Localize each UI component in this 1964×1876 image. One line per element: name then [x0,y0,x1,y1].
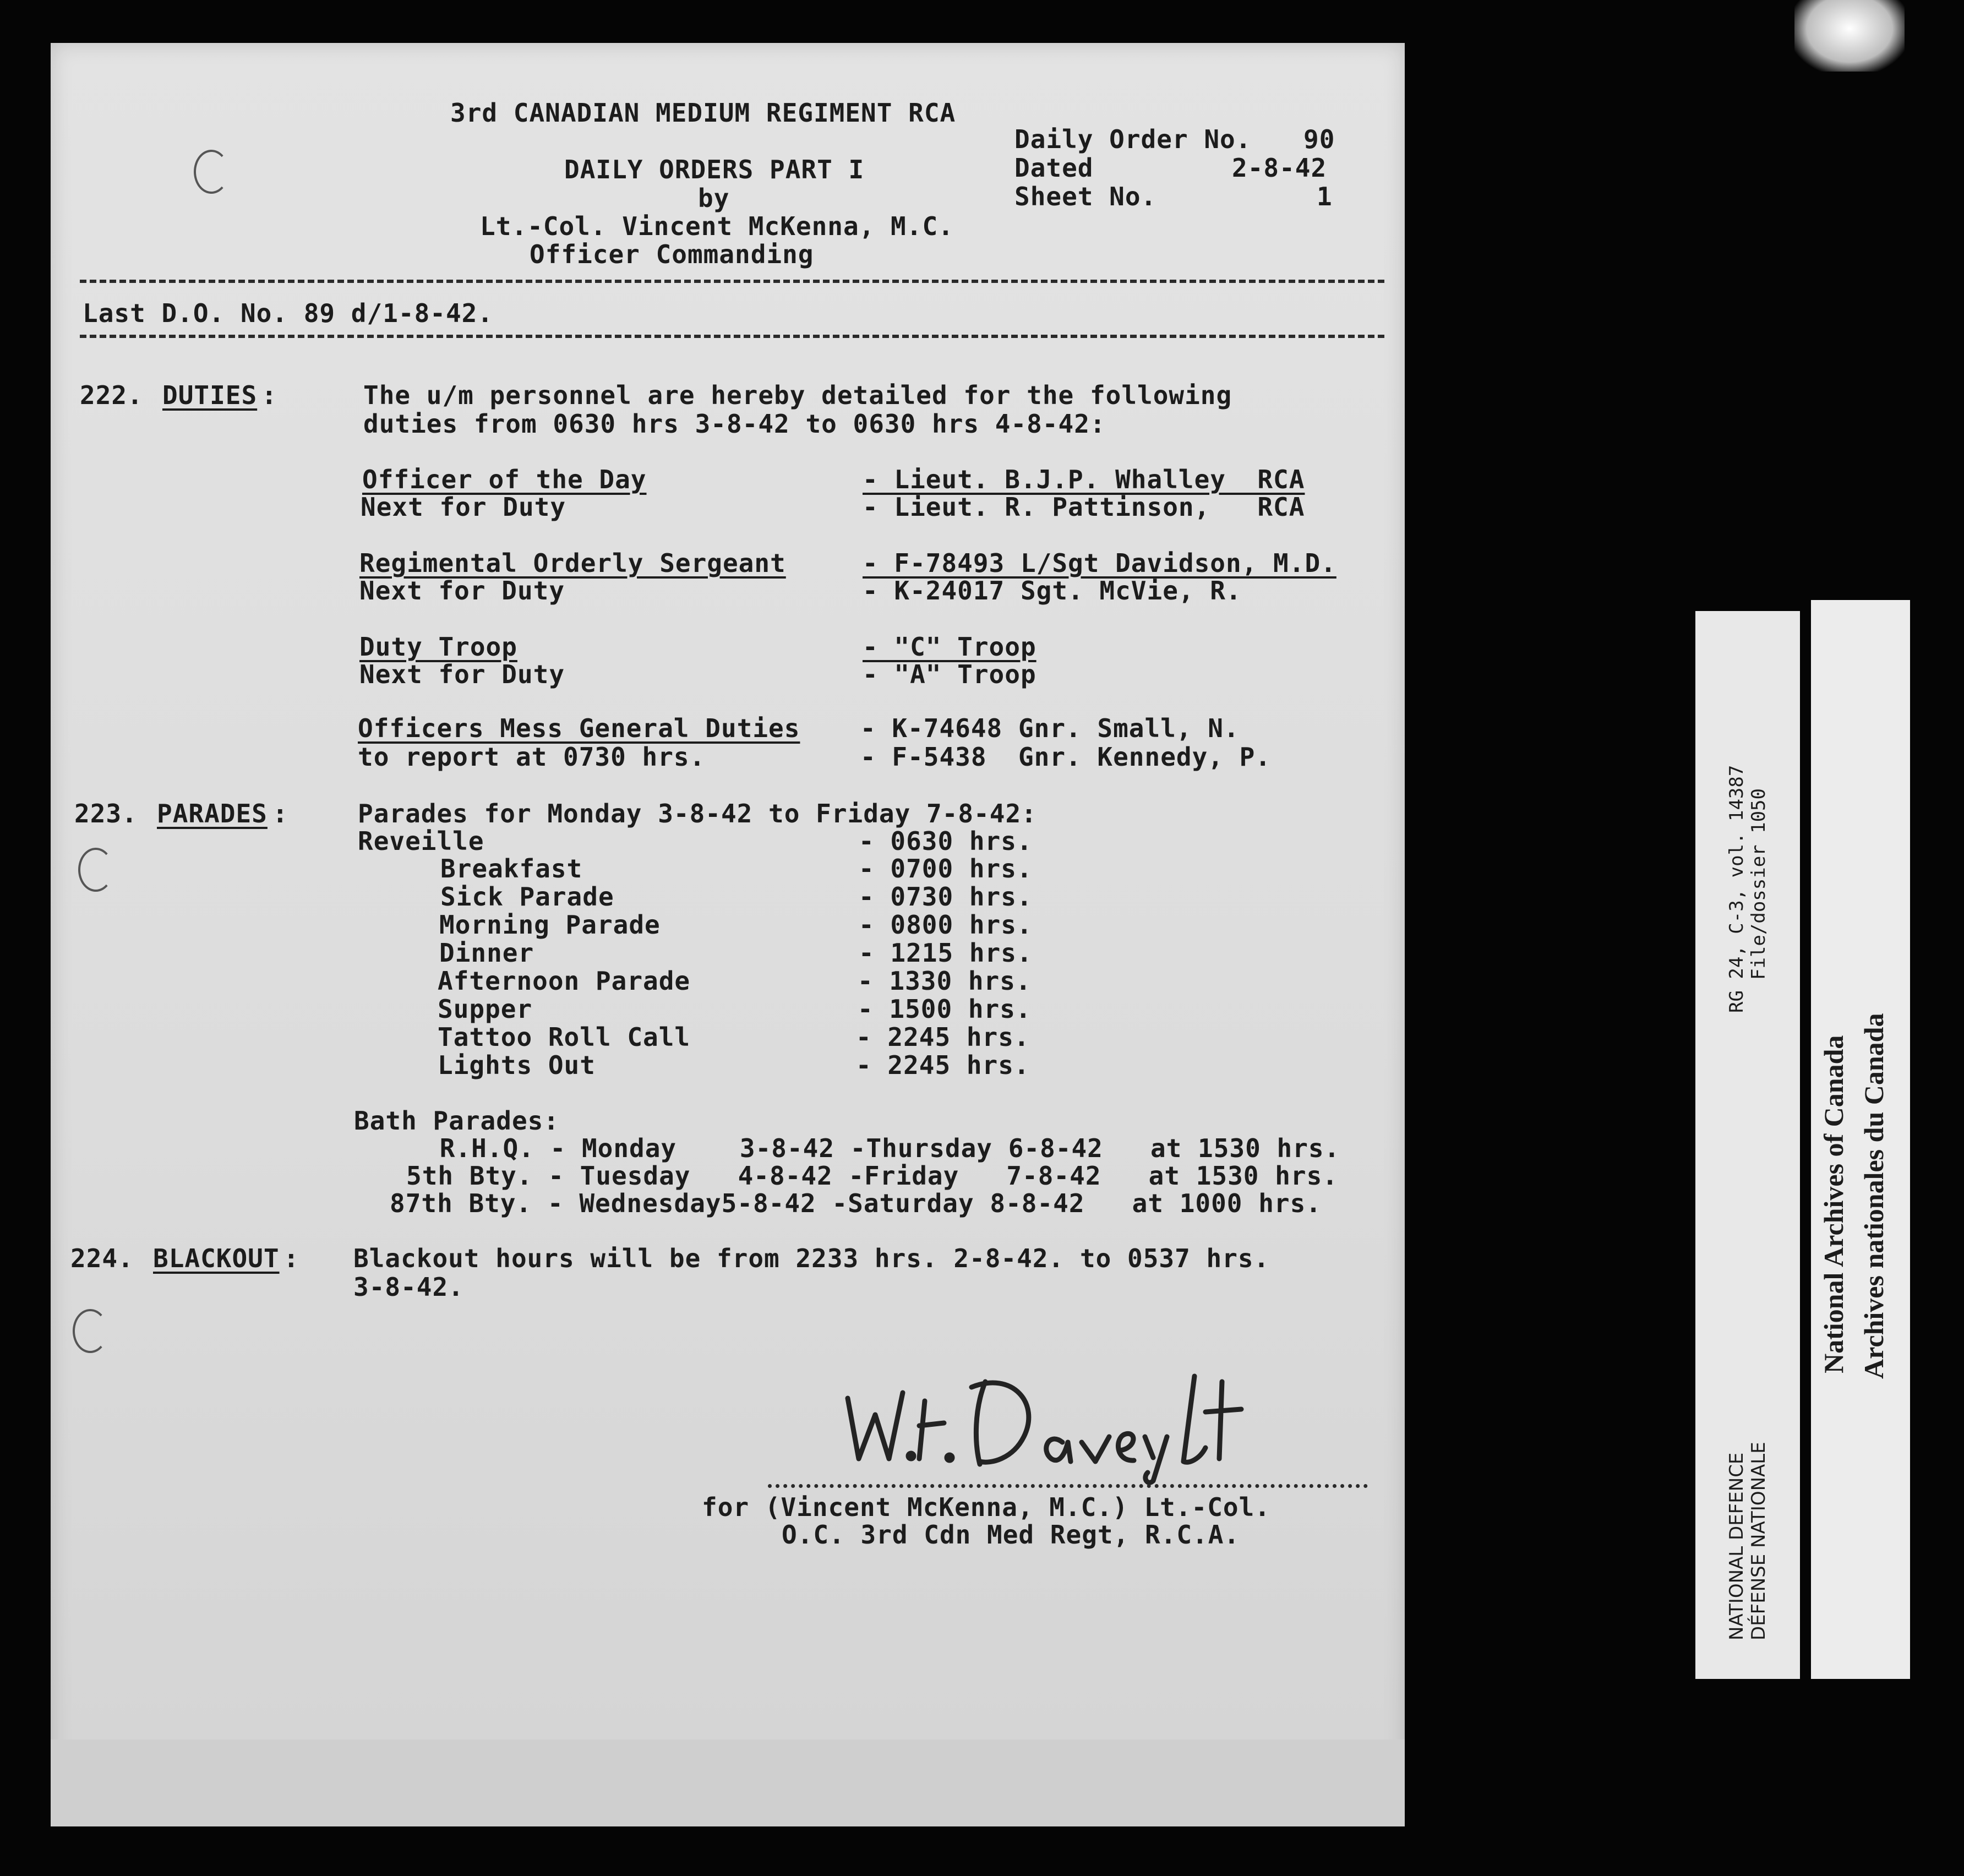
duties-intro-line: duties from 0630 hrs 3-8-42 to 0630 hrs 4-8-42: [363,409,1106,439]
order-no-label: Daily Order No. [1014,124,1252,154]
parades-intro: Parades for Monday 3-8-42 to Friday 7-8-42: [358,799,1037,828]
bath-parade-row: R.H.Q. - Monday 3-8-42 -Thursday 6-8-42 at 1530 hrs. [424,1133,1340,1163]
separator-line [80,335,1384,338]
parade-name: Tattoo Roll Call [438,1022,691,1052]
parade-name: Lights Out [438,1050,596,1080]
punch-hole [78,848,113,892]
section-heading-duties: DUTIES [162,380,258,410]
duty-role: Officer of the Day [362,465,647,494]
bath-parade-row: 5th Bty. - Tuesday 4-8-42 -Friday 7-8-42 at 1530 hrs. [406,1161,1338,1191]
archive-ref: RG 24, C-3, vol. 14387 [1726,765,1748,1013]
duty-assignee: - Lieut. B.J.P. Whalley RCA [863,465,1305,494]
duty-role: Next for Duty [359,576,565,606]
order-no: 90 [1303,124,1335,154]
parade-time: - 2245 hrs. [856,1022,1030,1052]
parade-time: - 0800 hrs. [859,910,1033,940]
duty-assignee: - "C" Troop [863,632,1036,662]
parade-name: Reveille [358,826,484,856]
separator-line [80,280,1384,283]
parade-name: Dinner [439,938,534,968]
heading-colon: : [272,799,288,828]
corner-glare [1794,0,1905,72]
blackout-text: 3-8-42. [353,1272,464,1302]
bath-parade-row: 87th Bty. - Wednesday5-8-42 -Saturday 8-8-42 at 1000 hrs. [390,1188,1322,1218]
orders-by: by [698,183,730,213]
duty-assignee: - K-74648 Gnr. Small, N. [860,713,1240,743]
page-bottom-margin [51,1739,1405,1826]
archives-name-fr: Archives nationales du Canada [1858,1013,1889,1379]
section-number: 222. [80,380,143,410]
parade-time: - 0630 hrs. [859,826,1033,856]
section-number: 223. [74,799,138,828]
duty-role: Next for Duty [359,659,565,689]
parade-time: - 0730 hrs. [859,882,1033,912]
unit-title: 3rd CANADIAN MEDIUM REGIMENT RCA [450,98,956,128]
parade-name: Afternoon Parade [438,966,691,996]
archives-name-en: National Archives of Canada [1818,1035,1849,1373]
parade-name: Morning Parade [439,910,661,940]
parade-name: Sick Parade [440,882,614,912]
dated-value: 2-8-42 [1232,153,1327,183]
duty-role: to report at 0730 hrs. [358,742,706,772]
section-number: 224. [70,1244,134,1273]
duty-assignee: - F-78493 L/Sgt Davidson, M.D. [863,548,1336,578]
blackout-text: Blackout hours will be from 2233 hrs. 2-8-42. to 0537 hrs. [353,1244,1270,1273]
heading-colon: : [283,1244,299,1273]
parade-time: - 0700 hrs. [859,854,1033,884]
parade-time: - 1500 hrs. [858,994,1032,1024]
duty-assignee: - F-5438 Gnr. Kennedy, P. [860,742,1272,772]
duty-role: Officers Mess General Duties [358,713,800,743]
duty-assignee: - Lieut. R. Pattinson, RCA [863,492,1305,522]
archive-ref: File/dossier 1050 [1748,788,1770,980]
duty-assignee: - "A" Troop [863,659,1036,689]
section-heading-parades: PARADES [157,799,268,828]
last-order-ref: Last D.O. No. 89 d/1-8-42. [83,298,494,328]
dated-label: Dated [1014,153,1094,183]
sheet-label: Sheet No. [1014,182,1157,211]
department-name: DÉFENSE NATIONALE [1748,1442,1770,1640]
officer-name: Lt.-Col. Vincent McKenna, M.C. [480,211,954,241]
signature-line: O.C. 3rd Cdn Med Regt, R.C.A. [782,1520,1240,1550]
section-heading-blackout: BLACKOUT [153,1244,280,1273]
duties-intro-line: The u/m personnel are hereby detailed for the following [363,380,1232,410]
sheet-value: 1 [1317,182,1333,211]
parade-name: Supper [438,994,533,1024]
duty-role: Duty Troop [359,632,517,662]
parade-name: Breakfast [440,854,583,884]
handwritten-signature [837,1360,1255,1486]
signature-dotted-line [768,1484,1368,1488]
department-name: NATIONAL DEFENCE [1726,1452,1748,1640]
parade-time: - 1215 hrs. [859,938,1033,968]
orders-title: DAILY ORDERS PART I [564,155,865,184]
duty-assignee: - K-24017 Sgt. McVie, R. [863,576,1242,606]
duty-role: Regimental Orderly Sergeant [359,548,786,578]
parade-time: - 1330 hrs. [858,966,1032,996]
duty-role: Next for Duty [361,492,566,522]
bath-parades-heading: Bath Parades: [354,1106,560,1136]
punch-hole [73,1309,108,1353]
parade-time: - 2245 hrs. [856,1050,1030,1080]
officer-role: Officer Commanding [530,239,814,269]
punch-hole [194,150,229,194]
signature-line: for (Vincent McKenna, M.C.) Lt.-Col. [702,1492,1270,1522]
heading-colon: : [261,380,277,410]
